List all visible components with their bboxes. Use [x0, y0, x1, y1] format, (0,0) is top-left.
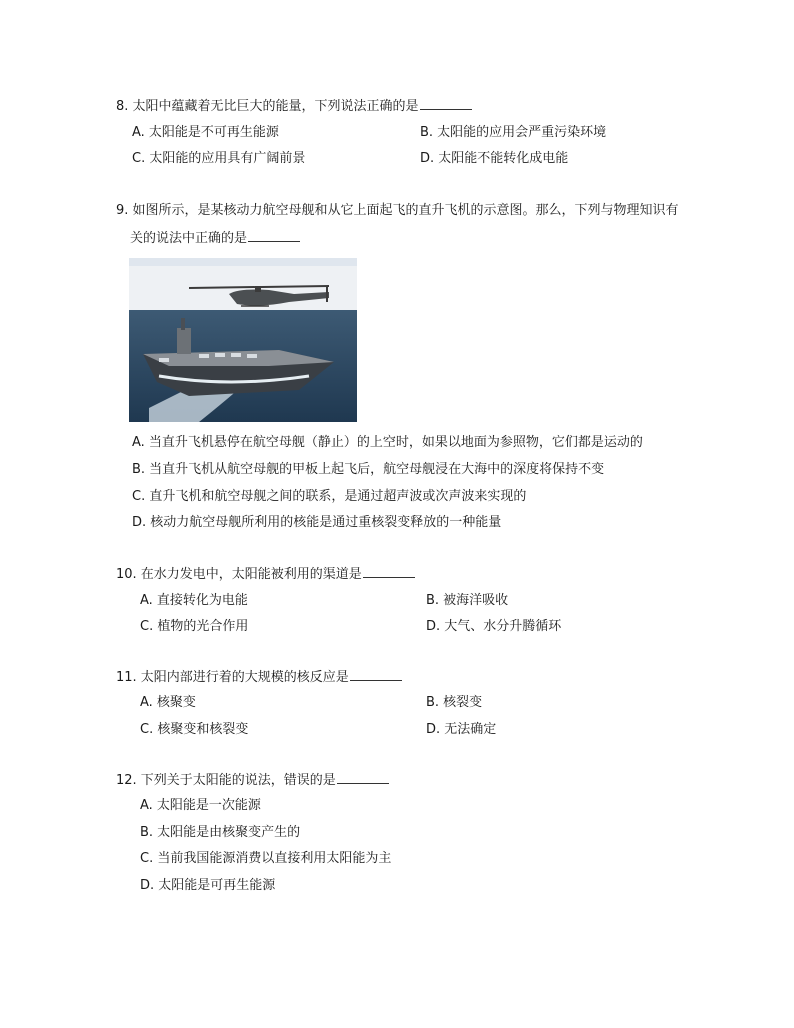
- question-8-option-b: B. 太阳能的应用会严重污染环境: [420, 125, 607, 140]
- question-8-stem: 8. 太阳中蕴藏着无比巨大的能量，下列说法正确的是: [116, 97, 472, 116]
- question-11-option-b: B. 核裂变: [426, 695, 483, 710]
- question-11-option-c: C. 核聚变和核裂变: [140, 722, 249, 737]
- question-12-option-b: B. 太阳能是由核聚变产生的: [140, 825, 301, 840]
- question-9-stem-line2: 关的说法中正确的是: [130, 229, 300, 248]
- question-12-option-a: A. 太阳能是一次能源: [140, 798, 261, 813]
- question-9-option-a: A. 当直升飞机悬停在航空母舰（静止）的上空时，如果以地面为参照物，它们都是运动的: [132, 435, 643, 450]
- answer-blank: [337, 771, 389, 784]
- question-10-stem: 10. 在水力发电中，太阳能被利用的渠道是: [116, 565, 415, 584]
- question-9-option-d: D. 核动力航空母舰所利用的核能是通过重核裂变释放的一种能量: [132, 515, 502, 530]
- answer-blank: [350, 668, 402, 681]
- question-9-option-c: C. 直升飞机和航空母舰之间的联系，是通过超声波或次声波来实现的: [132, 489, 527, 504]
- question-8-option-d: D. 太阳能不能转化成电能: [420, 151, 569, 166]
- question-10-option-c: C. 植物的光合作用: [140, 619, 249, 634]
- carrier-mast: [181, 318, 185, 330]
- question-11-stem: 11. 太阳内部进行着的大规模的核反应是: [116, 668, 402, 687]
- carrier-island: [177, 328, 191, 354]
- question-8-option-a: A. 太阳能是不可再生能源: [132, 125, 279, 140]
- question-10-option-d: D. 大气、水分升腾循环: [426, 619, 562, 634]
- question-10-option-b: B. 被海洋吸收: [426, 593, 509, 608]
- question-9-option-b: B. 当直升飞机从航空母舰的甲板上起飞后，航空母舰浸在大海中的深度将保持不变: [132, 462, 605, 477]
- answer-blank: [363, 565, 415, 578]
- answer-blank: [248, 229, 300, 242]
- aircraft-carrier-helicopter-photo: [129, 258, 357, 422]
- question-8-option-c: C. 太阳能的应用具有广阔前景: [132, 151, 306, 166]
- question-11-option-d: D. 无法确定: [426, 722, 497, 737]
- question-10-option-a: A. 直接转化为电能: [140, 593, 248, 608]
- question-12-option-d: D. 太阳能是可再生能源: [140, 878, 276, 893]
- question-12-stem: 12. 下列关于太阳能的说法，错误的是: [116, 771, 389, 790]
- answer-blank: [420, 97, 472, 110]
- question-9-stem-line1: 9. 如图所示，是某核动力航空母舰和从它上面起飞的直升飞机的示意图。那么，下列与物理知识有: [116, 203, 679, 218]
- question-11-option-a: A. 核聚变: [140, 695, 196, 710]
- carrier-photo-illustration: [129, 258, 357, 422]
- sky-top: [129, 258, 357, 266]
- question-12-option-c: C. 当前我国能源消费以直接利用太阳能为主: [140, 851, 392, 866]
